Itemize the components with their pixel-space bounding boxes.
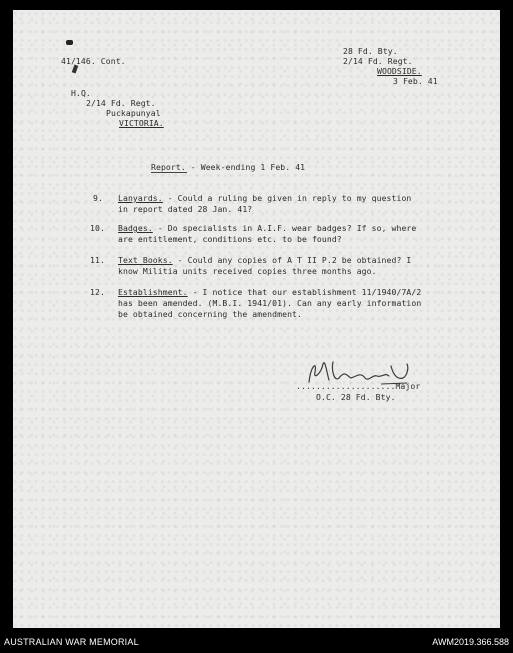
item-text: know Militia units received copies three months ago.	[118, 266, 377, 276]
sender-line: 28 Fd. Bty.	[343, 46, 398, 56]
punch-mark	[66, 40, 73, 45]
item-text: - Could a ruling be given in reply to my question	[162, 193, 412, 203]
item-number: 10.	[90, 223, 105, 233]
item-text: are entitlement, conditions etc. to be found?	[118, 234, 342, 244]
item-number: 9.	[93, 193, 103, 203]
item-text: - I notice that our establishment 11/1940/7A/2	[187, 287, 422, 297]
sender-date: 3 Feb. 41	[393, 76, 438, 86]
recipient-address	[71, 88, 164, 128]
item-text: has been amended. (M.B.I. 1941/01). Can any early information	[118, 298, 422, 308]
item-heading: Establishment.	[118, 287, 188, 297]
item-heading: Badges.	[118, 223, 153, 233]
item-text: be obtained concerning the amendment.	[118, 309, 302, 319]
archive-id: AWM2019.366.588	[432, 637, 509, 647]
title-underline	[151, 172, 187, 173]
signature-title: O.C. 28 Fd. Bty.	[316, 392, 396, 402]
archive-name: AUSTRALIAN WAR MEMORIAL	[4, 637, 139, 647]
item-number: 11.	[90, 255, 105, 265]
recipient-line: H.Q.	[71, 88, 91, 98]
report-title: Report. - Week-ending 1 Feb. 41	[151, 162, 306, 172]
item-text: in report dated 28 Jan. 41?	[118, 204, 253, 214]
archive-footer	[0, 631, 513, 653]
document-page	[13, 10, 500, 628]
sender-line: WOODSIDE.	[377, 66, 422, 76]
sender-line: 2/14 Fd. Regt.	[343, 56, 413, 66]
item-heading: Text Books.	[118, 255, 173, 265]
item-text: - Do specialists in A.I.F. wear badges? If so, where	[152, 223, 417, 233]
item-text: - Could any copies of A T II P.2 be obtained? I	[172, 255, 412, 265]
item-number: 12.	[90, 287, 105, 297]
recipient-line: VICTORIA.	[119, 118, 164, 128]
sender-address	[313, 46, 443, 86]
reference-number: 41/146. Cont.	[61, 56, 126, 66]
recipient-line: 2/14 Fd. Regt.	[86, 98, 156, 108]
recipient-line: Puckapunyal	[106, 108, 161, 118]
signature-line: ....................Major	[296, 381, 421, 391]
item-heading: Lanyards.	[118, 193, 163, 203]
